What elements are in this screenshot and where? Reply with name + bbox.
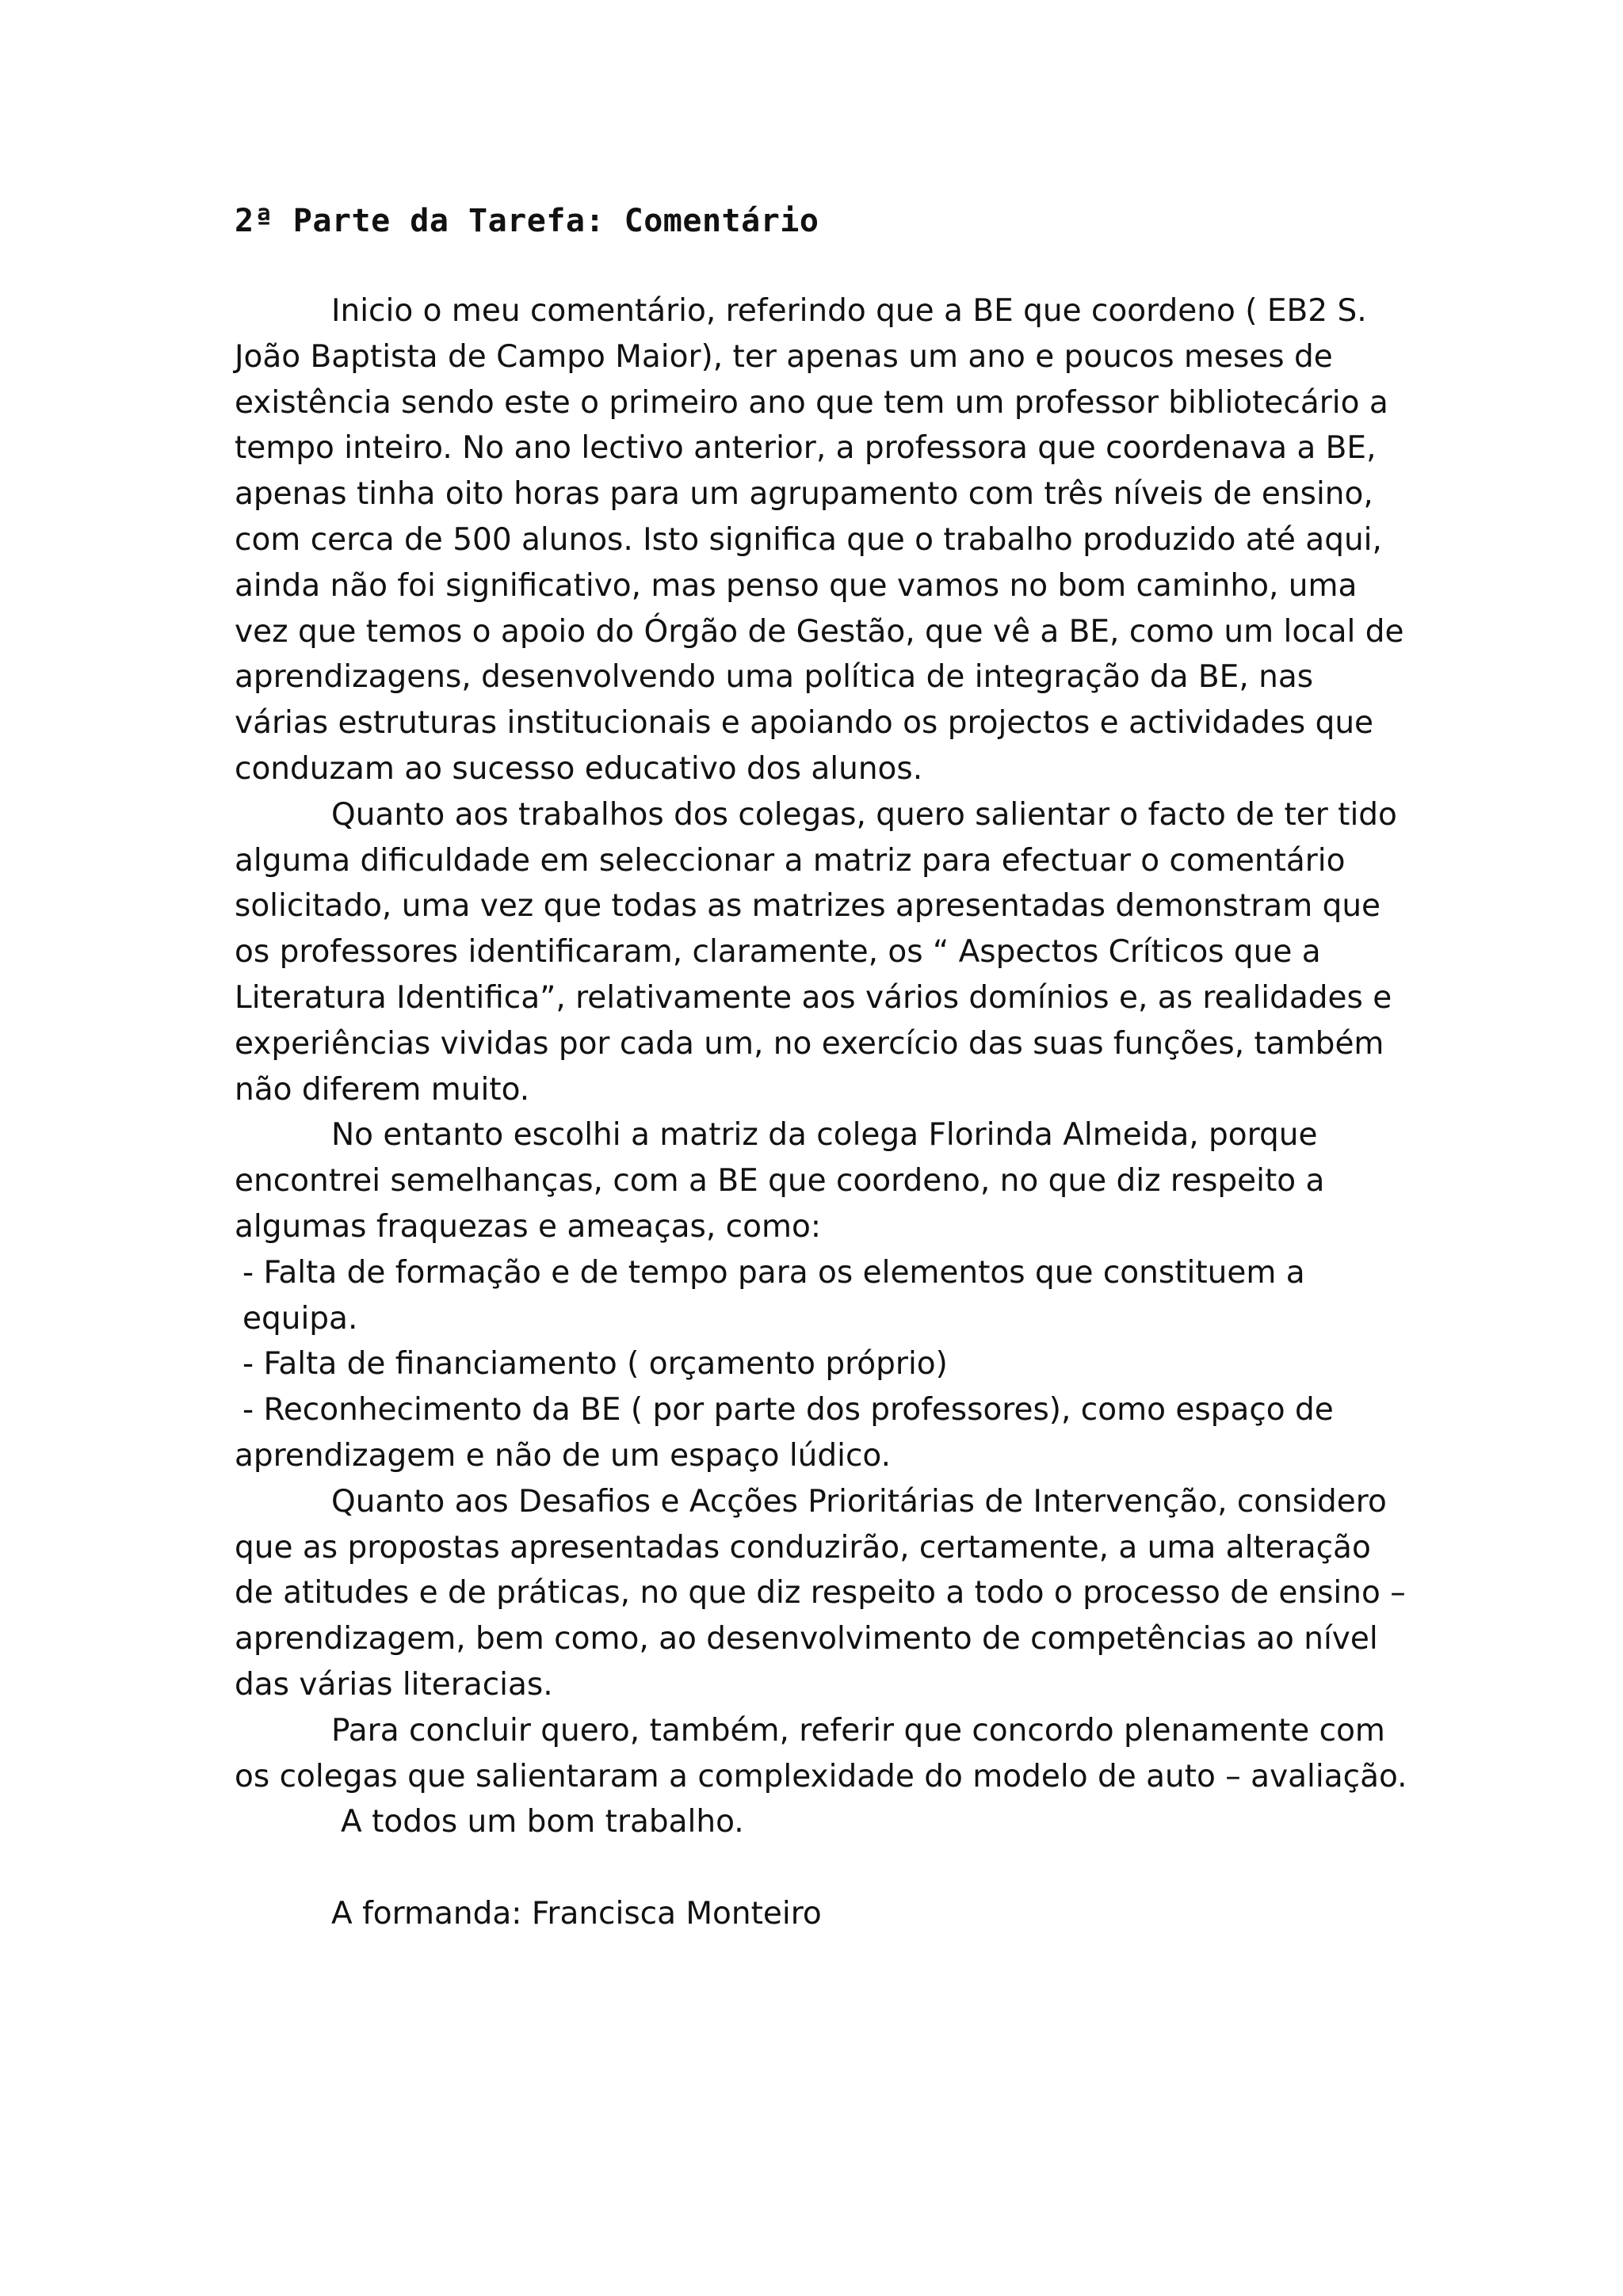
document-page: [235, 198, 1407, 1937]
paragraph-colleagues: Quanto aos trabalhos dos colegas, quero salientar o facto de ter tido alguma dificuldade em seleccionar a matriz para efectuar o comentário solicitado, uma vez que todas as matrizes apresentadas demonstram que os professores identificaram, claramente, os “ Aspectos Críticos que a Literatura Identifica”, relativamente aos vários domínios e, as realidades e experiências vividas por cada um, no exercício das suas funções, também não diferem muito.: [235, 796, 1397, 1108]
closing-line: A todos um bom trabalho.: [341, 1804, 744, 1840]
list-item-training: - Falta de formação e de tempo para os elementos que constituem a equipa.: [242, 1254, 1305, 1337]
list-item-recognition-continuation: aprendizagem e não de um espaço lúdico.: [235, 1437, 891, 1474]
paragraph-conclusion: Para concluir quero, também, referir que concordo plenamente com os colegas que salientaram a complexidade do modelo de auto – avaliação.: [235, 1712, 1407, 1794]
paragraph-challenges: Quanto aos Desafios e Acções Prioritárias de Intervenção, considero que as propostas apresentadas conduzirão, certamente, a uma alteração de atitudes e de práticas, no que diz respeito a todo o processo de ensino – aprendizagem, bem como, ao desenvolvimento de competências ao nível das várias literacias.: [235, 1483, 1406, 1703]
list-item-recognition: - Reconhecimento da BE ( por parte dos professores), como espaço de: [242, 1392, 1334, 1428]
paragraph-matrix-choice: No entanto escolhi a matriz da colega Florinda Almeida, porque encontrei semelhanças, com a BE que coordeno, no que diz respeito a algumas fraquezas e ameaças, como:: [235, 1117, 1325, 1245]
paragraph-intro: Inicio o meu comentário, referindo que a BE que coordeno ( EB2 S. João Baptista de Campo Maior), ter apenas um ano e poucos meses de existência sendo este o primeiro ano que tem um professor bibliotecário a tempo inteiro. No ano lectivo anterior, a professora que coordenava a BE, apenas tinha oito horas para um agrupamento com três níveis de ensino, com cerca de 500 alunos. Isto significa que o trabalho produzido até aqui, ainda não foi significativo, mas penso que vamos no bom caminho, uma vez que temos o apoio do Órgão de Gestão, que vê a BE, como um local de aprendizagens, desenvolvendo uma política de integração da BE, nas várias estruturas institucionais e apoiando os projectos e actividades que conduzam ao sucesso educativo dos alunos.: [235, 293, 1404, 787]
document-body: [235, 288, 1407, 1937]
signature: A formanda: Francisca Monteiro: [331, 1896, 822, 1932]
list-item-funding: - Falta de financiamento ( orçamento próprio): [242, 1346, 948, 1383]
document-title: 2ª Parte da Tarefa: Comentário: [235, 203, 819, 239]
